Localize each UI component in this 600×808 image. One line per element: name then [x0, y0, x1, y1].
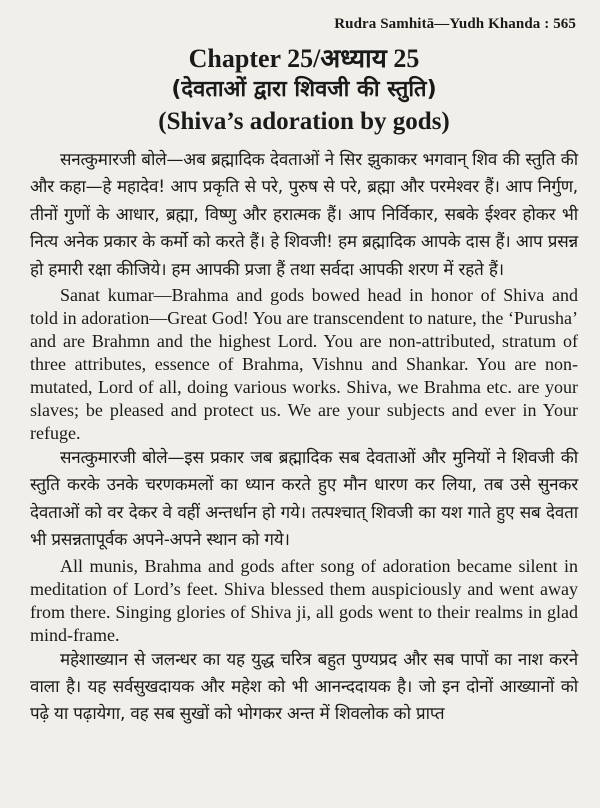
- chapter-heading: [30, 43, 578, 138]
- hindi-paragraph: महेशाख्यान से जलन्धर का यह युद्ध चरित्र बहुत पुण्यप्रद और सब पापों का नाश करने वाला है। यह सर्वसुखदायक और महेश को भी आनन्ददायक है। जो इन दोनों आख्यानों को पढ़े या पढ़ायेगा, वह सब सुखों को भोगकर अन्त में शिवलोक को प्राप्त: [30, 649, 578, 725]
- english-paragraph: All munis, Brahma and gods after song of adoration became silent in meditation of Lord’s feet. Shiva blessed them auspiciously and went away from there. Singing glories of Shiva ji, all gods went to their realms in glad mind-frame.: [30, 555, 578, 645]
- hindi-paragraph: सनत्कुमारजी बोले—अब ब्रह्मादिक देवताओं ने सिर झुकाकर भगवान् शिव की स्तुति की और कहा—हे महादेव! आप प्रकृति से परे, पुरुष से परे, ब्रह्मा और परमेश्वर हैं। आप निर्गुण, तीनों गुणों के आधार, ब्रह्मा, विष्णु और हरात्मक हैं। आप निर्विकार, सबके ईश्वर होकर भी नित्य अनेक प्रकार के कर्मो को करते हैं। हे शिवजी! हम ब्रह्मादिक आपके दास हैं। आप प्रसन्न हो हमारी रक्षा कीजिये। हम आपकी प्रजा हैं तथा सर्वदा आपकी शरण में रहते हैं।: [30, 150, 578, 280]
- hindi-subtitle: (देवताओं द्वारा शिवजी की स्तुति): [171, 77, 437, 102]
- english-paragraph: Sanat kumar—Brahma and gods bowed head in honor of Shiva and told in adoration—Great God! You are transcendent to nature, the ‘Purusha’ and are Brahmn and the highest Lord. You are non-attributed, stratum of three attributes, essence of Brahma, Vishnu and Shankar. You are non-mutated, Lord of all, doing various works. Shiva, we Brahma etc. are your slaves; be pleased and protect us. We are your subjects and ever in Your refuge.: [30, 285, 578, 444]
- hindi-paragraph: सनत्कुमारजी बोले—इस प्रकार जब ब्रह्मादिक सब देवताओं और मुनियों ने शिवजी की स्तुति करके उनके चरणकमलों का ध्यान करते हुए मौन धारण कर लिया, तब उसे सुनकर देवताओं को वर देकर वे वहीं अन्तर्धान हो गये। तत्पश्चात् शिवजी का यश गाते हुए सब देवता भी प्रसन्नतापूर्वक अपने-अपने स्थान को गये।: [30, 448, 578, 551]
- chapter-title: Chapter 25/अध्याय 25: [188, 44, 420, 73]
- english-subtitle: (Shiva’s adoration by gods): [158, 108, 450, 135]
- running-head: Rudra Samhitā—Yudh Khanda : 565: [334, 16, 576, 32]
- body-text: [30, 147, 578, 729]
